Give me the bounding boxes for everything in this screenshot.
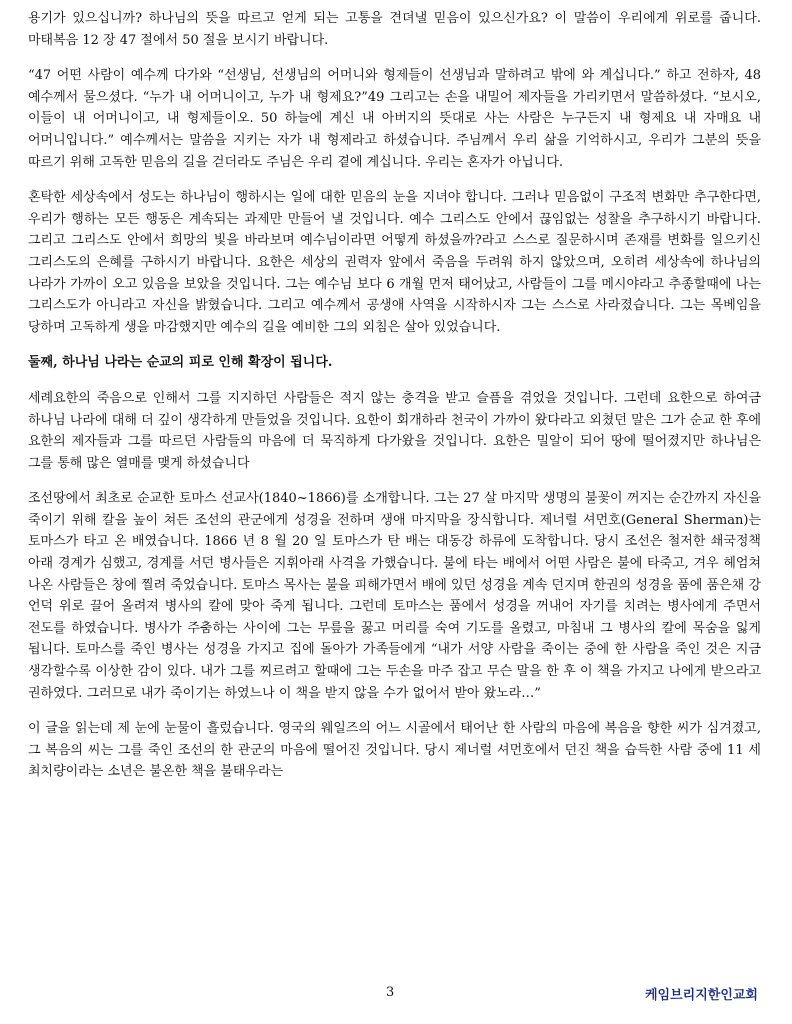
paragraph-john-death: 세례요한의 죽음으로 인해서 그를 지지하던 사람들은 적지 않는 충격을 받고 슬픔을 겪었을 것입니다. 그런데 요한으로 하여금 하나님 나라에 대해 더 깊이 생각하게 만들었을 것입니다. 요한이 회개하라 천국이 가까이 왔다라고 외쳤던 말은 그가 순교 한 후에 요한의 제자들과 그를 따르던 사람들의 마음에 더 묵직하게 다가왔을 것입니다. 요한은 밀알이 되어 땅에 떨어졌지만 하나님은 그를 통해 많은 열매를 맺게 하셨습니다 [28,390,761,471]
church-name: 케임브리지한인교회 [644,988,758,1003]
paragraph-intro: 용기가 있으십니까? 하나님의 뜻을 따르고 얻게 되는 고통을 견뎌낼 믿음이 있으신가요? 이 말씀이 우리에게 위로를 줍니다. 마태복음 12 장 47 절에서 50 절을 보시기 바랍니다. [28,11,761,48]
paragraph-tears: 이 글을 읽는데 제 눈에 눈물이 흘렀습니다. 영국의 웨일즈의 어느 시골에서 태어난 한 사람의 마음에 복음을 향한 씨가 심겨졌고, 그 복음의 씨는 그를 죽인 조선의 한 관군의 마음에 떨어진 것입니다. 당시 제너럴 셔먼호에서 던진 책을 습득한 사람 중에 11 세 최치량이라는 소년은 불온한 책을 불태우라는 [28,721,761,780]
paragraph-reflection: 혼탁한 세상속에서 성도는 하나님이 행하시는 일에 대한 믿음의 눈을 지녀야 합니다. 그러나 믿음없이 구조적 변화만 추구한다면, 우리가 행하는 모든 행동은 계속되는 과제만 만들어 낼 것입니다. 예수 그리스도 안에서 끊임없는 성찰을 추구하시기 바랍니다. 그리고 그리스도 안에서 희망의 빛을 바라보며 예수님이라면 어떻게 하셨을까?라고 스스로 질문하시며 존재를 변화를 일으키신 그리스도의 은혜를 구하시기 바랍니다. 요한은 세상의 권력자 앞에서 죽음을 두려워 하지 않았으며, 오히려 세상속에 하나님의 나라가 가까이 오고 있음을 보았을 것입니다. 그는 예수님 보다 6 개월 먼저 태어났고, 사람들이 그를 메시야라고 추종할때에 나는 그리스도가 아니라고 자신을 밝혔습니다. 그리고 예수께서 공생애 사역을 시작하시자 그는 스스로 사라졌습니다. 그는 목베임을 당하며 고독하게 생을 마감했지만 예수의 길을 예비한 그의 외침은 살아 있었습니다. [28,190,761,335]
page-number: 3 [386,985,395,1000]
paragraph-scripture: “47 어떤 사람이 예수께 다가와 “선생님, 선생님의 어머니와 형제들이 선생님과 말하려고 밖에 와 계십니다.” 하고 전하자, 48 예수께서 물으셨다. “누가 내 어머니이고, 누가 내 형제요?”49 그리고는 손을 내밀어 제자들을 가리키면서 말씀하셨다. “보시오, 이들이 내 어머니이고, 내 형제들이오. 50 하늘에 계신 내 아버지의 뜻대로 사는 사람은 누구든지 내 형제요 내 자매요 내 어머니입니다.” 예수께서는 말씀을 지키는 자가 내 형제라고 하셨습니다. 주님께서 우리 삶을 기억하시고, 우리가 그분의 뜻을 따르기 위해 고독한 믿음의 길을 걷더라도 주님은 우리 곁에 계십니다. 우리는 혼자가 아닙니다. [28,68,761,170]
section-heading: 둘째, 하나님 나라는 순교의 피로 인해 확장이 됩니다. [28,355,333,371]
document-body [28,8,761,797]
paragraph-thomas: 조선땅에서 최초로 순교한 토마스 선교사(1840~1866)를 소개합니다. 그는 27 살 마지막 생명의 불꽃이 꺼지는 순간까지 자신을 죽이기 위해 칼을 높이 쳐든 조선의 관군에게 성경을 전하며 생애 마지막을 장식합니다. 제너럴 셔먼호(General Sherman)는 토마스가 타고 온 배였습니다. 1866 년 8 월 20 일 토마스가 탄 배는 대동강 하류에 도착합니다. 당시 조선은 철저한 쇄국정책 아래 경계가 심했고, 경계를 서던 병사들은 지휘아래 사격을 가했습니다. 불에 타는 배에서 어떤 사람은 불에 타죽고, 겨우 헤엄쳐 나온 사람들은 창에 찔려 죽었습니다. 토마스 목사는 불을 피해가면서 배에 있던 성경을 계속 던지며 한권의 성경을 품에 품은채 강 언덕 위로 끌어 올려져 병사의 칼에 맞아 죽게 됩니다. 그런데 토마스는 품에서 성경을 꺼내어 자기를 치려는 병사에게 주면서 전도를 하였습니다. 병사가 주춤하는 사이에 그는 무릎을 꿇고 머리를 숙여 기도를 올렸고, 마침내 그 병사의 칼에 목숨을 잃게 됩니다. 토마스를 죽인 병사는 성경을 가지고 집에 돌아가 가족들에게 “내가 서양 사람을 죽이는 중에 한 사람을 죽인 것은 지금 생각할수록 이상한 감이 있다. 내가 그를 찌르려고 할때에 그는 두손을 마주 잡고 무슨 말을 한 후 이 책을 가지고 나에게 받으라고 권하였다. 그러므로 내가 죽이기는 하였느나 이 책을 받지 않을 수가 없어서 받아 왔노라…” [28,491,761,701]
